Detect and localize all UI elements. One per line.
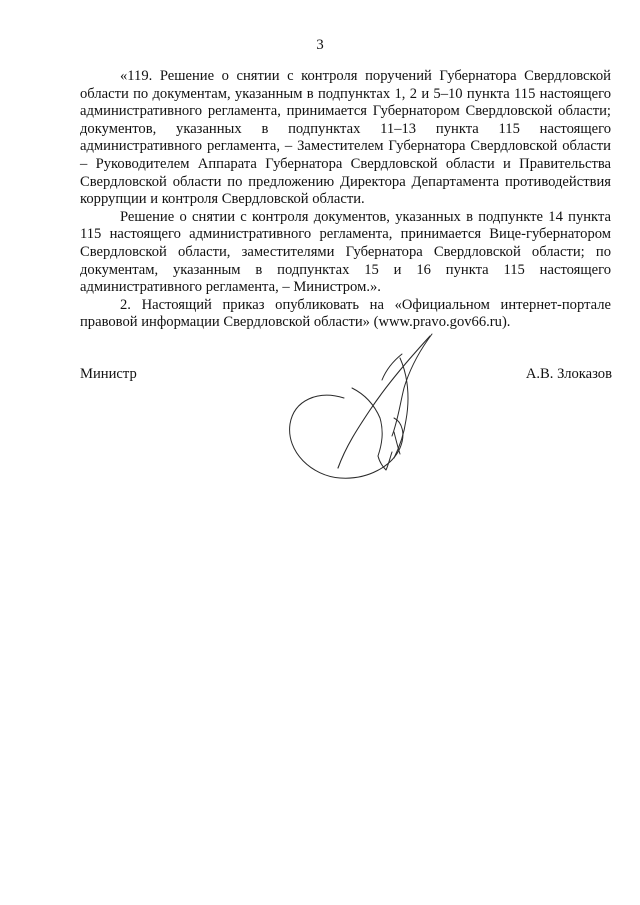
paragraph-removal-decision: Решение о снятии с контроля документов, указанных в подпункте 14 пункта 115 настоящего административного регламента, принимается Вице-губернатором Свердловской области, заместителями Губернатора Свердловской области; по документам, указанным в подпунктах 15 и 16 пункта 115 настоящего административного регламента, – Министром.». [80,208,611,296]
paragraph-clause-119: «119. Решение о снятии с контроля поручений Губернатора Свердловской области по документам, указанным в подпунктах 1, 2 и 5–10 пункта 115 настоящего административного регламента, принимается Губернатором Свердловской области; документов, указанных в подпунктах 11–13 пункта 115 настоящего административного регламента, – Заместителем Губернатора Свердловской области – Руководителем Аппарата Губернатора Свердловской области и Правительства Свердловской области по предложению Директора Департамента противодействия коррупции и контроля Свердловской области. [80,68,611,208]
signer-name: А.В. Злоказов [525,366,612,382]
signer-position: Министр [80,366,137,382]
document-body [80,68,611,332]
page-number: 3 [316,37,324,53]
paragraph-publication-order: 2. Настоящий приказ опубликовать на «Официальном интернет-портале правовой информации Свердловской области» (www.pravo.gov66.ru). [80,296,611,331]
handwritten-signature [282,328,452,488]
